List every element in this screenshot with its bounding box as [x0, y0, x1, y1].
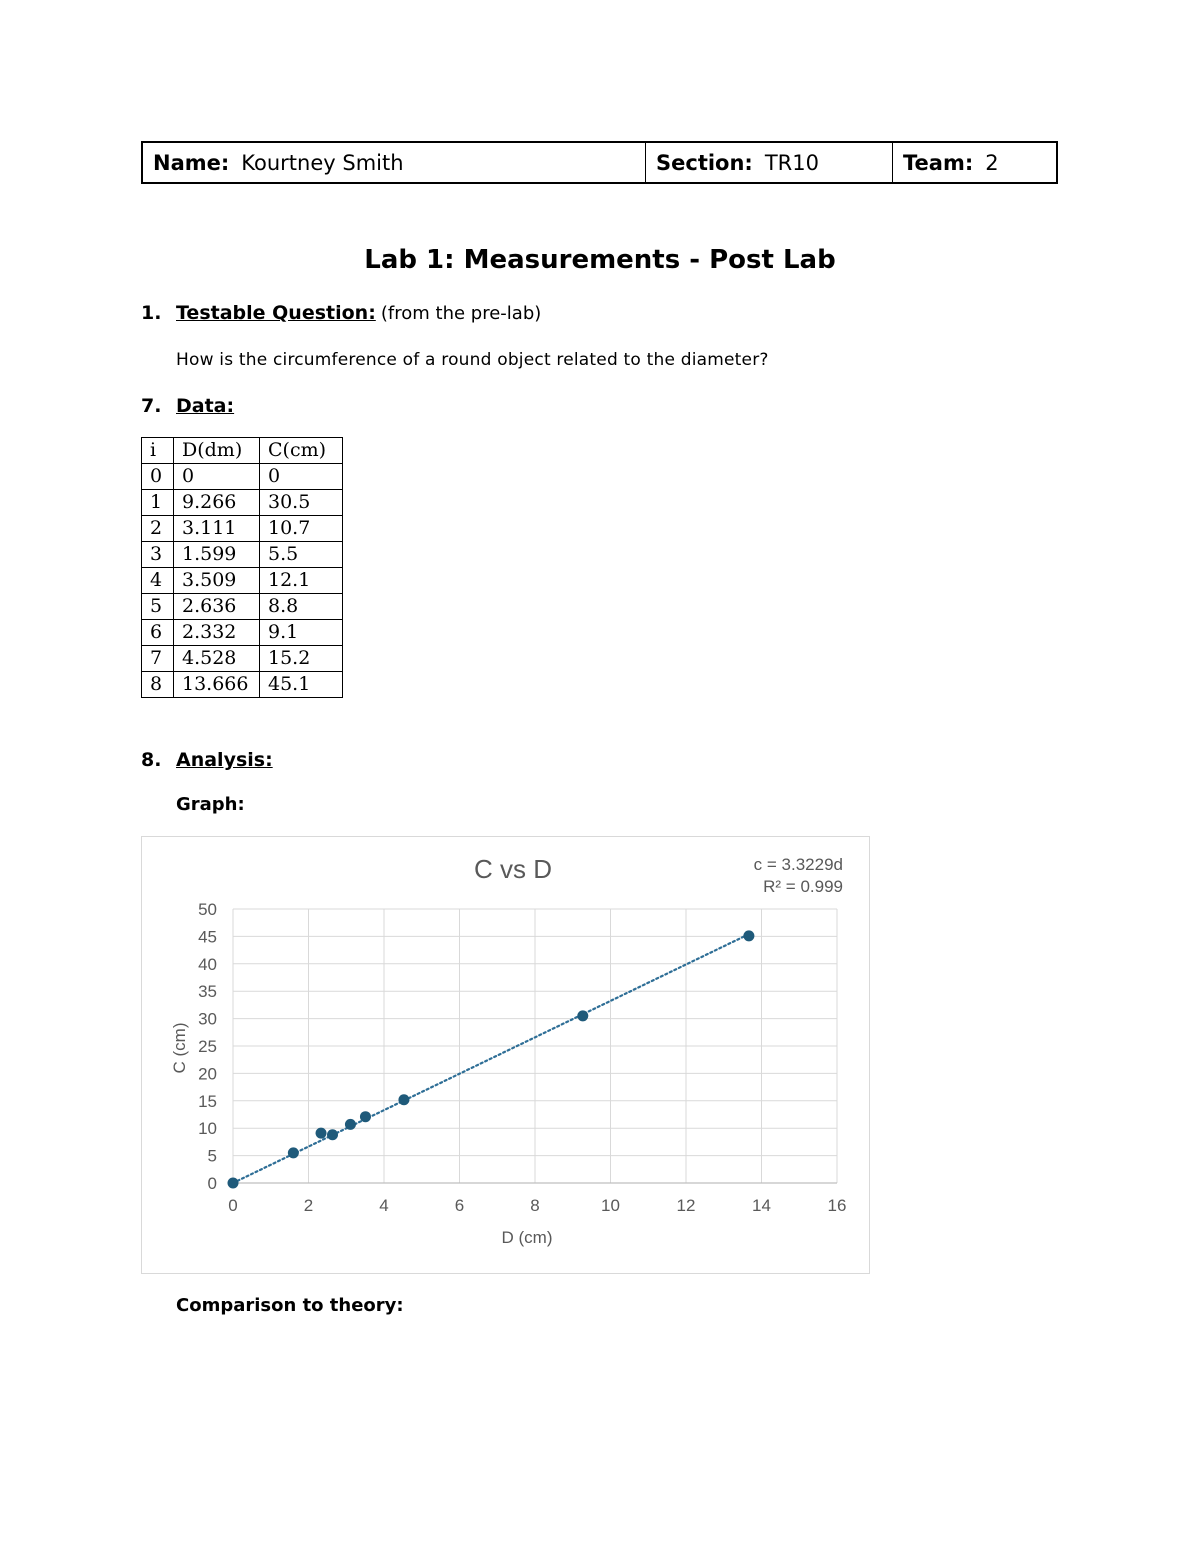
section-label: Section:	[656, 150, 753, 175]
x-axis-label: D (cm)	[501, 1228, 553, 1247]
name-cell	[143, 143, 646, 182]
data-point	[577, 1010, 588, 1021]
page-title: Lab 1: Measurements - Post Lab	[364, 245, 836, 275]
table-cell: 4.528	[174, 646, 260, 672]
table-header-cell: D(dm)	[174, 438, 260, 464]
y-tick-label: 10	[198, 1119, 217, 1139]
y-tick-label: 35	[198, 982, 217, 1002]
y-tick-label: 0	[207, 1174, 217, 1193]
table-row	[142, 542, 343, 568]
data-point	[360, 1111, 371, 1122]
data-point	[327, 1129, 338, 1140]
table-header-cell: C(cm)	[260, 438, 343, 464]
table-cell: 30.5	[260, 490, 343, 516]
table-row	[142, 672, 343, 698]
data-point	[316, 1128, 327, 1139]
student-info-box	[141, 141, 1058, 184]
x-tick-label: 2	[303, 1196, 314, 1215]
data-point	[288, 1147, 299, 1158]
comparison-label: Comparison to theory:	[176, 1295, 404, 1316]
table-cell: 5	[142, 594, 174, 620]
y-tick-label: 40	[198, 954, 217, 974]
data-point	[228, 1178, 239, 1189]
y-tick-label: 20	[198, 1064, 217, 1084]
y-axis-label: C (cm)	[170, 1022, 189, 1074]
data-label: Data:	[176, 395, 235, 417]
table-header-row	[142, 438, 343, 464]
table-cell: 12.1	[260, 568, 343, 594]
analysis-label: Analysis:	[176, 749, 273, 771]
data-table	[141, 437, 343, 698]
table-cell: 4	[142, 568, 174, 594]
section-1-number: 1.	[141, 302, 162, 324]
table-cell: 2	[142, 516, 174, 542]
table-cell: 8	[142, 672, 174, 698]
x-tick-label: 10	[601, 1196, 620, 1215]
section-cell	[646, 143, 893, 182]
team-label: Team:	[903, 150, 974, 175]
table-cell: 13.666	[174, 672, 260, 698]
x-tick-label: 16	[827, 1196, 847, 1215]
chart-frame	[141, 836, 870, 1274]
table-cell: 3.509	[174, 568, 260, 594]
section-1-heading	[141, 302, 161, 324]
table-cell: 9.1	[260, 620, 343, 646]
y-tick-label: 5	[207, 1146, 217, 1166]
table-cell: 0	[174, 464, 260, 490]
data-point	[743, 930, 754, 941]
trendline	[233, 934, 749, 1183]
table-row	[142, 464, 343, 490]
section-value: TR10	[764, 150, 819, 175]
table-row	[142, 516, 343, 542]
table-cell: 2.332	[174, 620, 260, 646]
x-tick-label: 4	[379, 1196, 389, 1215]
x-tick-label: 14	[752, 1196, 771, 1215]
table-cell: 9.266	[174, 490, 260, 516]
trendline-equation: c = 3.3229d	[753, 855, 843, 874]
testable-question-label: Testable Question:	[176, 302, 376, 324]
team-value: 2	[985, 150, 999, 175]
y-tick-label: 25	[198, 1037, 217, 1056]
name-label: Name:	[153, 150, 230, 175]
section-1-title	[176, 302, 541, 324]
y-tick-label: 50	[198, 900, 217, 919]
table-cell: 0	[142, 464, 174, 490]
table-row	[142, 568, 343, 594]
table-cell: 6	[142, 620, 174, 646]
table-cell: 1.599	[174, 542, 260, 568]
scatter-chart	[142, 837, 869, 1273]
graph-label: Graph:	[176, 794, 245, 815]
table-cell: 8.8	[260, 594, 343, 620]
data-point	[345, 1119, 356, 1130]
table-cell: 3.111	[174, 516, 260, 542]
y-tick-label: 45	[198, 927, 217, 947]
testable-question-text: How is the circumference of a round object related to the diameter?	[176, 350, 769, 370]
table-cell: 7	[142, 646, 174, 672]
table-cell: 15.2	[260, 646, 343, 672]
section-7-number: 7.	[141, 395, 162, 417]
team-cell	[893, 143, 1056, 182]
table-cell: 45.1	[260, 672, 343, 698]
chart-title: C vs D	[474, 854, 552, 884]
testable-question-note: (from the pre-lab)	[380, 303, 542, 324]
x-tick-label: 8	[530, 1196, 540, 1215]
y-tick-label: 15	[198, 1091, 217, 1111]
data-point	[398, 1094, 409, 1105]
table-row	[142, 620, 343, 646]
table-cell: 0	[260, 464, 343, 490]
table-cell: 1	[142, 490, 174, 516]
table-cell: 5.5	[260, 542, 343, 568]
table-cell: 2.636	[174, 594, 260, 620]
table-header-cell: i	[142, 438, 174, 464]
table-cell: 10.7	[260, 516, 343, 542]
x-tick-label: 6	[454, 1196, 465, 1215]
section-8-number: 8.	[141, 749, 162, 771]
table-cell: 3	[142, 542, 174, 568]
table-row	[142, 646, 343, 672]
name-value: Kourtney Smith	[241, 150, 404, 175]
x-tick-label: 12	[676, 1196, 696, 1215]
table-row	[142, 490, 343, 516]
table-row	[142, 594, 343, 620]
trendline-r-squared: R² = 0.999	[763, 877, 843, 896]
x-tick-label: 0	[228, 1196, 238, 1215]
y-tick-label: 30	[198, 1009, 217, 1029]
